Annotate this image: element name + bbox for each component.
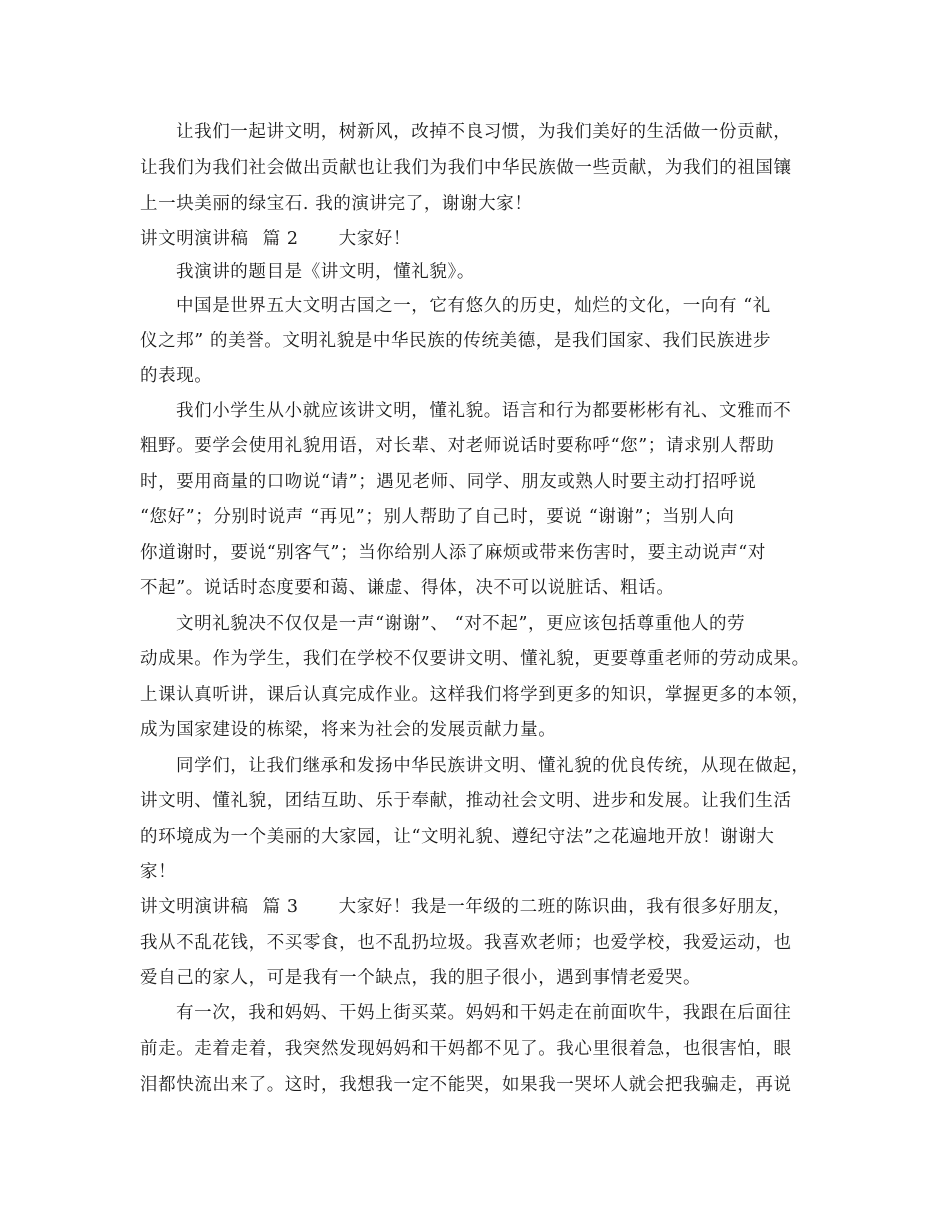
text-line: 同学们，让我们继承和发扬中华民族讲文明、懂礼貌的优良传统，从现在做起， <box>176 756 810 776</box>
section-heading <box>140 231 411 249</box>
text-line: 前走。走着走着，我突然发现妈妈和干妈都不见了。我心里很着急，也很害怕，眼 <box>140 1039 792 1059</box>
text-line: “您好”；分别时说声 “再见”；别人帮助了自己时，要说 “谢谢”；当别人向 <box>140 507 735 527</box>
text-line: 讲文明、懂礼貌，团结互助、乐于奉献，推动社会文明、进步和发展。让我们生活 <box>140 791 792 811</box>
text-line: 让我们为我们社会做出贡献也让我们为我们中华民族做一些贡献，为我们的祖国镶 <box>140 158 792 178</box>
text-line: 爱自己的家人，可是我有一个缺点，我的胆子很小，遇到事情老爱哭。 <box>140 968 702 988</box>
heading-title: 讲文明演讲稿 <box>140 229 249 249</box>
heading-text: 大家好！ <box>338 229 412 249</box>
text-line: 文明礼貌决不仅仅是一声“谢谢”、 “对不起”，更应该包括尊重他人的劳 <box>176 614 746 634</box>
text-line: 中国是世界五大文明古国之一，它有悠久的历史，灿烂的文化，一向有 “礼 <box>176 296 771 316</box>
section-heading <box>140 899 791 917</box>
text-line: 我演讲的题目是《讲文明，懂礼貌》。 <box>176 262 475 282</box>
text-line: 仪之邦” 的美誉。文明礼貌是中华民族的传统美德，是我们国家、我们民族进步 <box>140 331 772 351</box>
text-line: 时，要用商量的口吻说“请”；遇见老师、同学、朋友或熟人时要主动打招呼说 <box>140 472 757 492</box>
text-line: 的环境成为一个美丽的大家园，让“文明礼貌、遵纪守法”之花遍地开放！谢谢大 <box>140 827 775 847</box>
heading-text: 大家好！我是一年级的二班的陈识曲，我有很多好朋友， <box>338 897 792 917</box>
text-line: 让我们一起讲文明，树新风，改掉不良习惯，为我们美好的生活做一份贡献， <box>176 122 792 142</box>
text-line: 有一次，我和妈妈、干妈上街买菜。妈妈和干妈走在前面吹牛，我跟在后面往 <box>176 1003 792 1023</box>
text-line: 我从不乱花钱，不买零食，也不乱扔垃圾。我喜欢老师；也爱学校，我爱运动，也 <box>140 933 792 953</box>
text-line: 家！ <box>140 862 177 882</box>
text-line: 粗野。要学会使用礼貌用语，对长辈、对老师说话时要称呼“您”；请求别人帮助 <box>140 436 775 456</box>
text-line: 泪都快流出来了。这时，我想我一定不能哭，如果我一哭坏人就会把我骗走，再说 <box>140 1075 792 1095</box>
text-line: 的表现。 <box>140 366 213 386</box>
heading-part: 篇 3 <box>262 897 299 917</box>
heading-part: 篇 2 <box>262 229 299 249</box>
text-line: 上一块美丽的绿宝石. 我的演讲完了，谢谢大家！ <box>140 194 533 214</box>
text-line: 我们小学生从小就应该讲文明，懂礼貌。语言和行为都要彬彬有礼、文雅而不 <box>176 401 792 421</box>
text-line: 不起”。说话时态度要和蔼、谦虚、得体，决不可以说脏话、粗话。 <box>140 578 675 598</box>
text-line: 成为国家建设的栋梁，将来为社会的发展贡献力量。 <box>140 720 557 740</box>
text-line: 你道谢时，要说“别客气”；当你给别人添了麻烦或带来伤害时，要主动说声“对 <box>140 543 766 563</box>
text-line: 上课认真听讲，课后认真完成作业。这样我们将学到更多的知识，掌握更多的本领， <box>140 685 810 705</box>
text-line: 动成果。作为学生，我们在学校不仅要讲文明、懂礼貌，更要尊重老师的劳动成果。 <box>140 649 810 669</box>
heading-title: 讲文明演讲稿 <box>140 897 249 917</box>
